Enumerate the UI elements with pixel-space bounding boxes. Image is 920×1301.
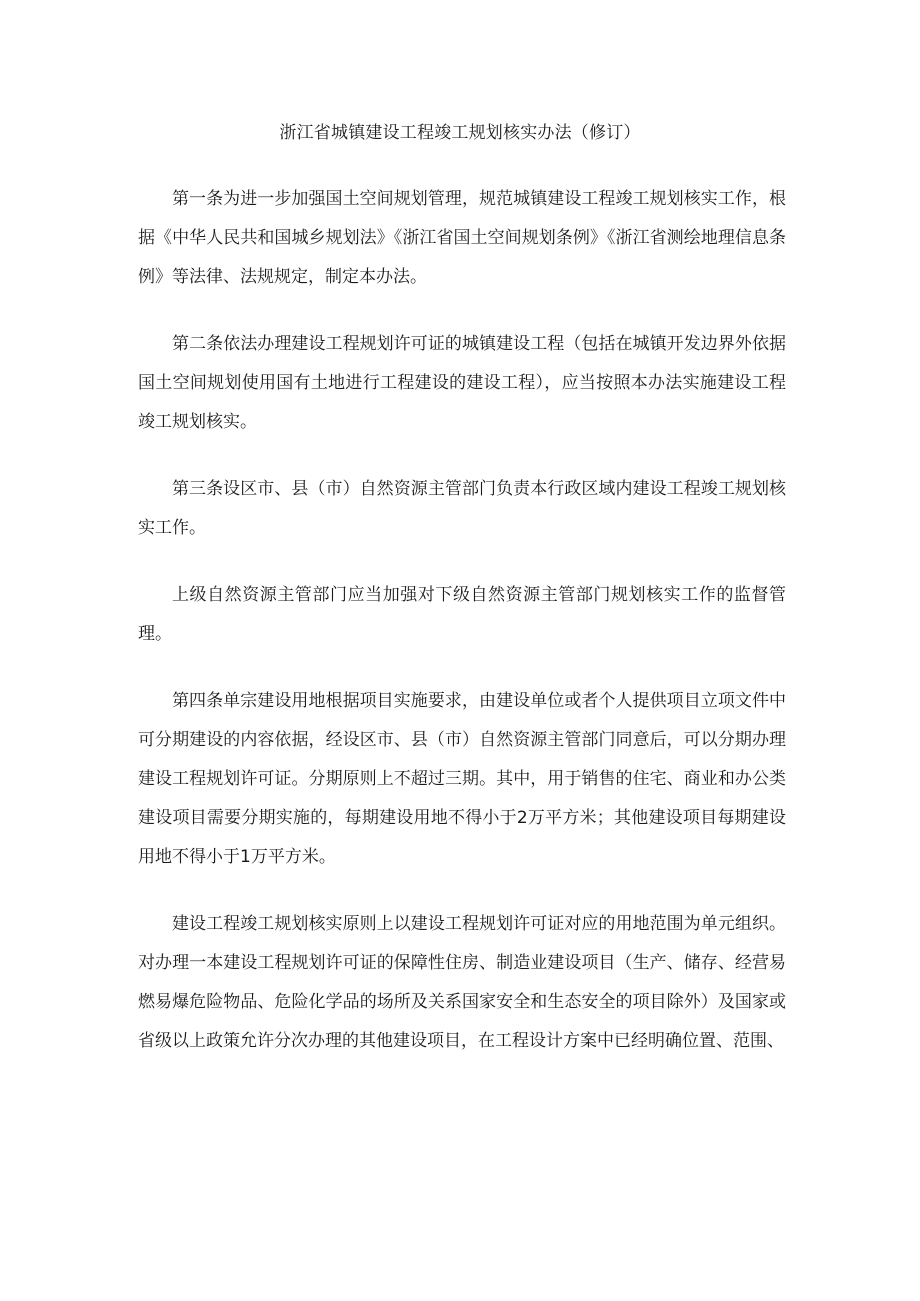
paragraph-article-4: 第四条单宗建设用地根据项目实施要求，由建设单位或者个人提供项目立项文件中可分期建设的内容依据，经设区市、县（市）自然资源主管部门同意后，可以分期办理建设工程规划许可证。分期原则上不超过三期。其中，用于销售的住宅、商业和办公类建设项目需要分期实施的，每期建设用地不得小于2万平方米；其他建设项目每期建设用地不得小于1万平方米。 xyxy=(138,691,786,867)
paragraph-article-3: 第三条设区市、县（市）自然资源主管部门负责本行政区域内建设工程竣工规划核实工作。 xyxy=(138,479,786,538)
document-title: 浙江省城镇建设工程竣工规划核实办法（修订） xyxy=(279,123,641,143)
paragraph-article-4-verification-unit: 建设工程竣工规划核实原则上以建设工程规划许可证对应的用地范围为单元组织。对办理一本建设工程规划许可证的保障性住房、制造业建设项目（生产、储存、经营易燃易爆危险物品、危险化学品的场所及关系国家安全和生态安全的项目除外）及国家或省级以上政策允许分次办理的其他建设项目，在工程设计方案中已经明确位置、范围、 xyxy=(138,914,786,1051)
paragraph-article-2: 第二条依法办理建设工程规划许可证的城镇建设工程（包括在城镇开发边界外依据国土空间规划使用国有土地进行工程建设的建设工程），应当按照本办法实施建设工程竣工规划核实。 xyxy=(138,334,786,432)
paragraph-article-1: 第一条为进一步加强国土空间规划管理，规范城镇建设工程竣工规划核实工作，根据《中华人民共和国城乡规划法》《浙江省国土空间规划条例》《浙江省测绘地理信息条例》等法律、法规规定，制定本办法。 xyxy=(138,189,786,287)
paragraph-article-3-supervision: 上级自然资源主管部门应当加强对下级自然资源主管部门规划核实工作的监督管理。 xyxy=(138,585,786,644)
document-body xyxy=(138,180,786,1089)
